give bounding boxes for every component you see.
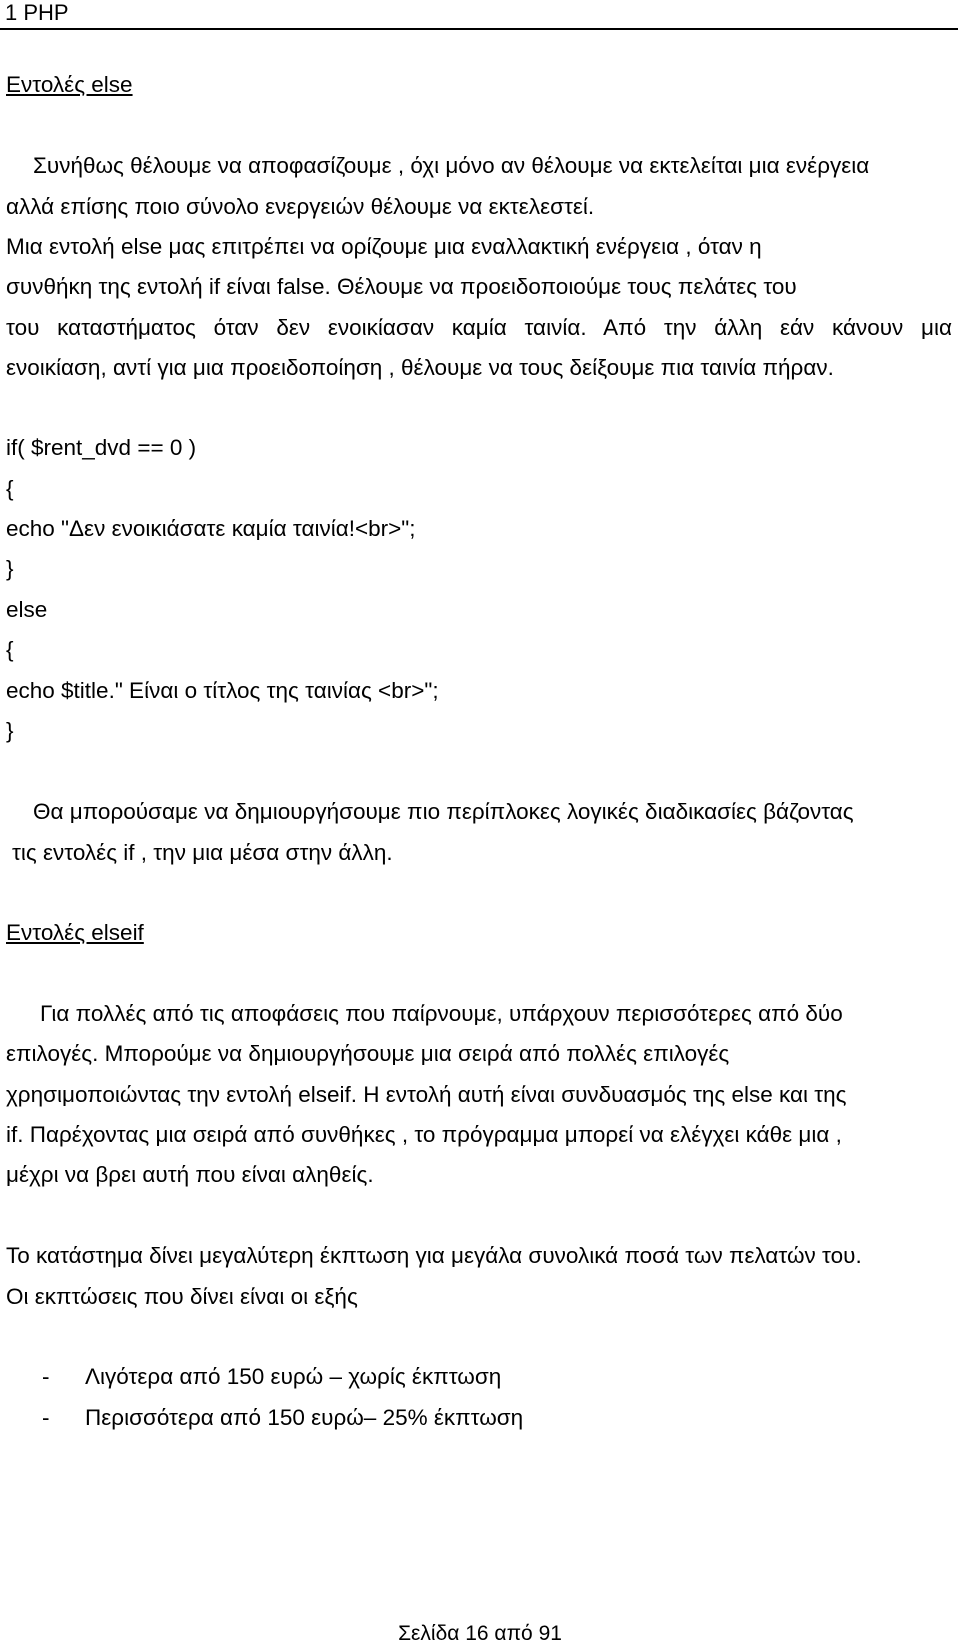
code-line: { [6,637,14,662]
list-dash: - [42,1405,50,1430]
else-paragraph-line: του καταστήματος όταν δεν ενοικίασαν καμία ταινία. Από την άλλη εάν κάνουν μια [6,315,952,340]
else-paragraph-line: αλλά επίσης ποιο σύνολο ενεργειών θέλουμε να εκτελεστεί. [6,194,595,219]
page-header [0,0,958,30]
elseif-paragraph-line: επιλογές. Μπορούμε να δημιουργήσουμε μια σειρά από πολλές επιλογές [6,1041,730,1066]
page-number: Σελίδα 16 από 91 [398,1622,562,1645]
else-paragraph-line: ενοικίαση, αντί για μια προειδοποίηση , θέλουμε να τους δείξουμε πια ταινία πήραν. [6,355,834,380]
elseif-paragraph-line: Για πολλές από τις αποφάσεις που παίρνουμε, υπάρχουν περισσότερες από δύο [40,1001,843,1026]
list-item-text: Λιγότερα από 150 ευρώ – χωρίς έκπτωση [85,1364,502,1389]
code-line: echo $title." Είναι ο τίτλος της ταινίας <br>"; [6,678,439,703]
code-line: else [6,597,48,622]
code-line: if( $rent_dvd == 0 ) [6,435,197,460]
list-dash: - [42,1364,50,1389]
code-line: echo "Δεν ενοικιάσατε καμία ταινία!<br>"; [6,516,416,541]
elseif-heading: Εντολές elseif [6,920,144,945]
code-line: } [6,718,14,743]
code-line: } [6,556,14,581]
else-paragraph-line: συνθήκη της εντολή if είναι false. Θέλουμε να προειδοποιούμε τους πελάτες του [6,274,797,299]
header-title: 1 PHP [5,0,69,25]
else-heading: Εντολές else [6,72,133,97]
else-paragraph-line: Συνήθως θέλουμε να αποφασίζουμε , όχι μόνο αν θέλουμε να εκτελείται μια ενέργεια [33,153,870,178]
list-item-text: Περισσότερα από 150 ευρώ– 25% έκπτωση [85,1405,524,1430]
nested-paragraph-line: τις εντολές if , την μια μέσα στην άλλη. [12,840,393,865]
elseif-paragraph-line: χρησιμοποιώντας την εντολή elseif. Η εντολή αυτή είναι συνδυασμός της else και της [6,1082,847,1107]
elseif-paragraph-line: if. Παρέχοντας μια σειρά από συνθήκες , το πρόγραμμα μπορεί να ελέγχει κάθε μια , [6,1122,842,1147]
discount-paragraph-line: Οι εκπτώσεις που δίνει είναι οι εξής [6,1284,358,1309]
code-line: { [6,476,14,501]
discount-paragraph-line: Το κατάστημα δίνει μεγαλύτερη έκπτωση για μεγάλα συνολικά ποσά των πελατών του. [6,1243,862,1268]
else-paragraph-line: Μια εντολή else μας επιτρέπει να ορίζουμε μια εναλλακτική ενέργεια , όταν η [6,234,762,259]
nested-paragraph-line: Θα μπορούσαμε να δημιουργήσουμε πιο περίπλοκες λογικές διαδικασίες βάζοντας [33,799,854,824]
elseif-paragraph-line: μέχρι να βρει αυτή που είναι αληθείς. [6,1162,374,1187]
